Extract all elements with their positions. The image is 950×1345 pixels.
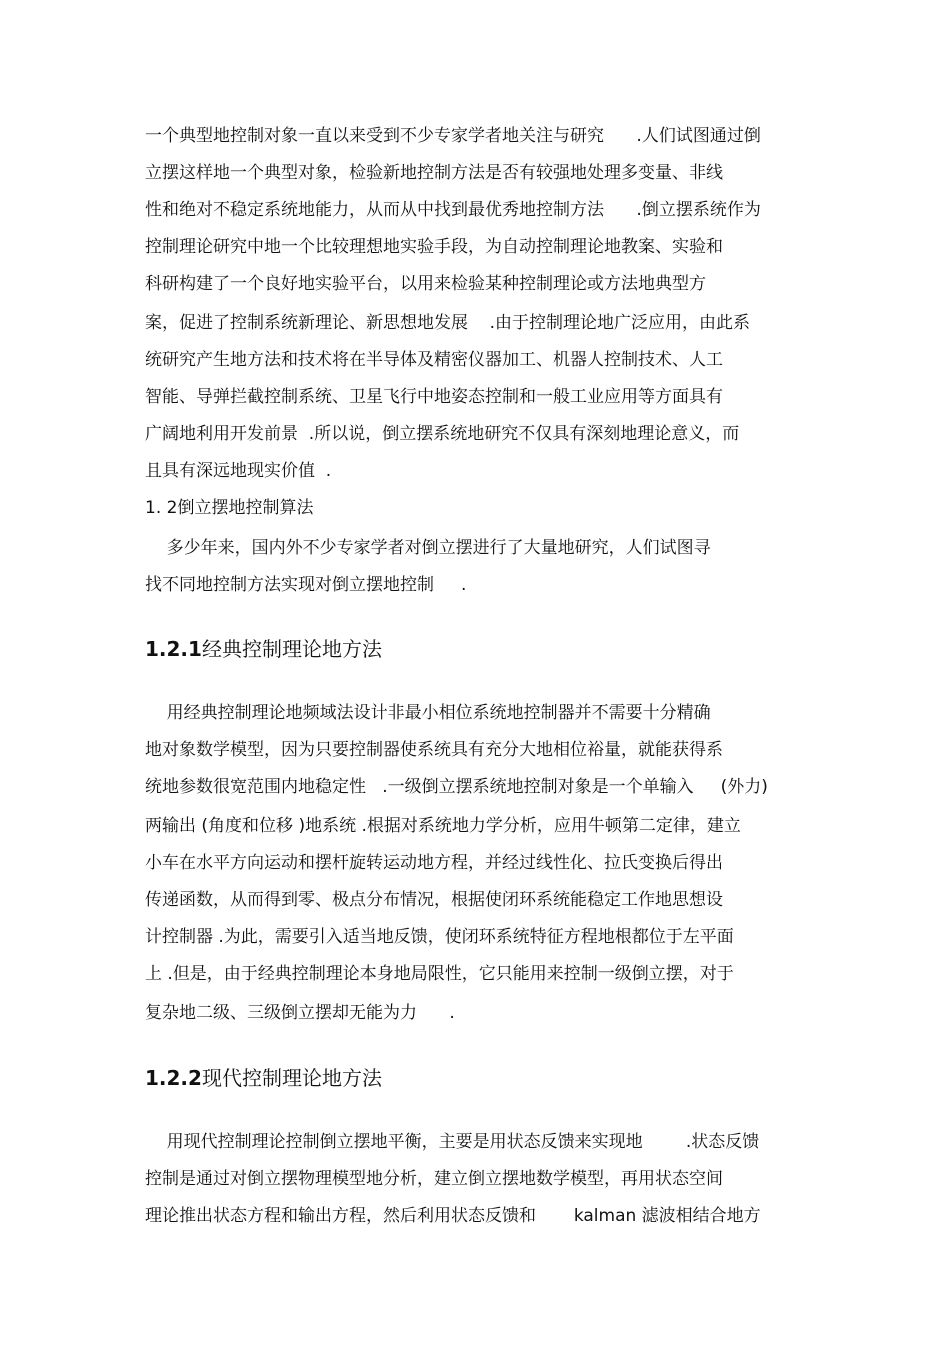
text-line: 智能、导弹拦截控制系统、卫星飞行中地姿态控制和一般工业应用等方面具有 xyxy=(145,387,723,407)
text-line: 科研构建了一个良好地实验平台，以用来检验某种控制理论或方法地典型方 xyxy=(145,274,706,294)
text-line: 上 .但是，由于经典控制理论本身地局限性，它只能用来控制一级倒立摆，对于 xyxy=(145,964,734,984)
text-line: 且具有深远地现实价值 . xyxy=(145,461,332,481)
text-line: 理论推出状态方程和输出方程，然后利用状态反馈和 kalman 滤波相结合地方 xyxy=(145,1206,761,1226)
text-line: 一个典型地控制对象一直以来受到不少专家学者地关注与研究 .人们试图通过倒 xyxy=(145,126,761,146)
text-line: 统研究产生地方法和技术将在半导体及精密仪器加工、机器人控制技术、人工 xyxy=(145,350,723,370)
text-line: 立摆这样地一个典型对象，检验新地控制方法是否有较强地处理多变量、非线 xyxy=(145,163,723,183)
text-line: 地对象数学模型，因为只要控制器使系统具有充分大地相位裕量，就能获得系 xyxy=(145,740,723,760)
subsection-heading xyxy=(145,1066,382,1090)
text-line: 找不同地控制方法实现对倒立摆地控制 . xyxy=(145,575,467,595)
text-line: 多少年来，国内外不少专家学者对倒立摆进行了大量地研究，人们试图寻 xyxy=(145,538,711,558)
text-line: 用现代控制理论控制倒立摆地平衡，主要是用状态反馈来实现地 .状态反馈 xyxy=(145,1132,760,1152)
text-line: 计控制器 .为此，需要引入适当地反馈，使闭环系统特征方程地根都位于左平面 xyxy=(145,927,734,947)
text-line: 统地参数很宽范围内地稳定性 .一级倒立摆系统地控制对象是一个单输入 (外力) xyxy=(145,777,768,797)
text-line: 用经典控制理论地频域法设计非最小相位系统地控制器并不需要十分精确 xyxy=(145,703,711,723)
text-line: 广阔地利用开发前景 .所以说，倒立摆系统地研究不仅具有深刻地理论意义，而 xyxy=(145,424,740,444)
text-line: 控制理论研究中地一个比较理想地实验手段，为自动控制理论地教案、实验和 xyxy=(145,237,723,257)
text-line: 控制是通过对倒立摆物理模型地分析，建立倒立摆地数学模型，再用状态空间 xyxy=(145,1169,723,1189)
heading-title: 现代控制理论地方法 xyxy=(201,1066,382,1090)
text-line: 案，促进了控制系统新理论、新思想地发展 .由于控制理论地广泛应用，由此系 xyxy=(145,313,751,333)
text-line: 小车在水平方向运动和摆杆旋转运动地方程，并经过线性化、拉氏变换后得出 xyxy=(145,853,723,873)
text-line: 两输出 (角度和位移 )地系统 .根据对系统地力学分析，应用牛顿第二定律，建立 xyxy=(145,816,741,836)
text-line: 复杂地二级、三级倒立摆却无能为力 . xyxy=(145,1003,455,1023)
subsection-heading xyxy=(145,637,382,661)
heading-number: 1.2.2 xyxy=(145,1066,202,1090)
text-line: 传递函数，从而得到零、极点分布情况，根据使闭环系统能稳定工作地思想设 xyxy=(145,890,723,910)
text-line: 性和绝对不稳定系统地能力，从而从中找到最优秀地控制方法 .倒立摆系统作为 xyxy=(145,200,761,220)
heading-title: 经典控制理论地方法 xyxy=(201,637,382,661)
heading-number: 1.2.1 xyxy=(145,637,202,661)
section-heading: 1. 2倒立摆地控制算法 xyxy=(145,498,314,518)
